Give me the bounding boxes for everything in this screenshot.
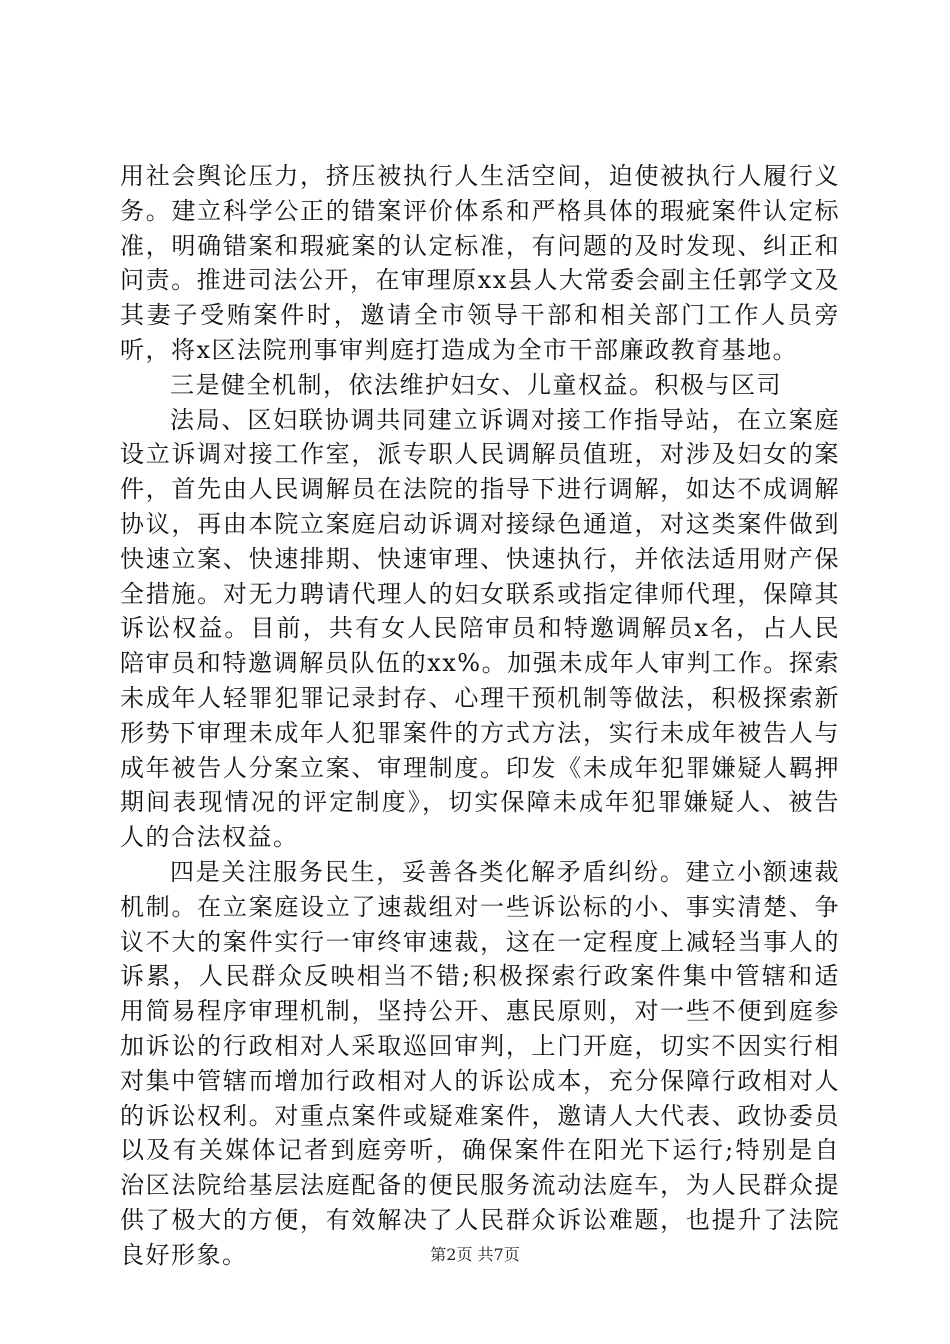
paragraph-section-three-heading: 三是健全机制，依法维护妇女、儿童权益。积极与区司 [170, 370, 782, 399]
paragraph-section-three-body: 法局、区妇联协调共同建立诉调对接工作指导站，在立案庭设立诉调对接工作室，派专职人民调解员值班，对涉及妇女的案件，首先由人民调解员在法院的指导下进行调解，如达不成调解协议，再由本院立案庭启动诉调对接绿色通道，对这类案件做到快速立案、快速排期、快速审理、快速执行，并依法适用财产保全措施。对无力聘请代理人的妇女联系或指定律师代理，保障其诉讼权益。目前，共有女人民陪审员和特邀调解员x名，占人民陪审员和特邀调解员队伍的xx%。加强未成年人审判工作。探索未成年人轻罪犯罪记录封存、心理干预机制等做法，积极探索新形势下审理未成年人犯罪案件的方式方法，实行未成年被告人与成年被告人分案立案、审理制度。印发《未成年犯罪嫌疑人羁押期间表现情况的评定制度》，切实保障未成年犯罪嫌疑人、被告人的合法权益。 [120, 405, 840, 852]
paragraph-continuation: 用社会舆论压力，挤压被执行人生活空间，迫使被执行人履行义务。建立科学公正的错案评价体系和严格具体的瑕疵案件认定标准，明确错案和瑕疵案的认定标准，有问题的及时发现、纠正和问责。推进司法公开，在审理原xx县人大常委会副主任郭学文及其妻子受贿案件时，邀请全市领导干部和相关部门工作人员旁听，将x区法院刑事审判庭打造成为全市干部廉政教育基地。 [120, 162, 840, 364]
paragraph-section-four: 四是关注服务民生，妥善各类化解矛盾纠纷。建立小额速裁机制。在立案庭设立了速裁组对一些诉讼标的小、事实清楚、争议不大的案件实行一审终审速裁，这在一定程度上减轻当事人的诉累，人民群众反映相当不错;积极探索行政案件集中管辖和适用简易程序审理机制，坚持公开、惠民原则，对一些不便到庭参加诉讼的行政相对人采取巡回审判，上门开庭，切实不因实行相对集中管辖而增加行政相对人的诉讼成本，充分保障行政相对人的诉讼权利。对重点案件或疑难案件，邀请人大代表、政协委员以及有关媒体记者到庭旁听，确保案件在阳光下运行;特别是自治区法院给基层法庭配备的便民服务流动法庭车，为人民群众提供了极大的方便，有效解决了人民群众诉讼难题，也提升了法院良好形象。 [120, 857, 840, 1269]
page-number-footer: 第2页 共7页 [430, 1245, 520, 1264]
document-body [120, 159, 840, 1273]
